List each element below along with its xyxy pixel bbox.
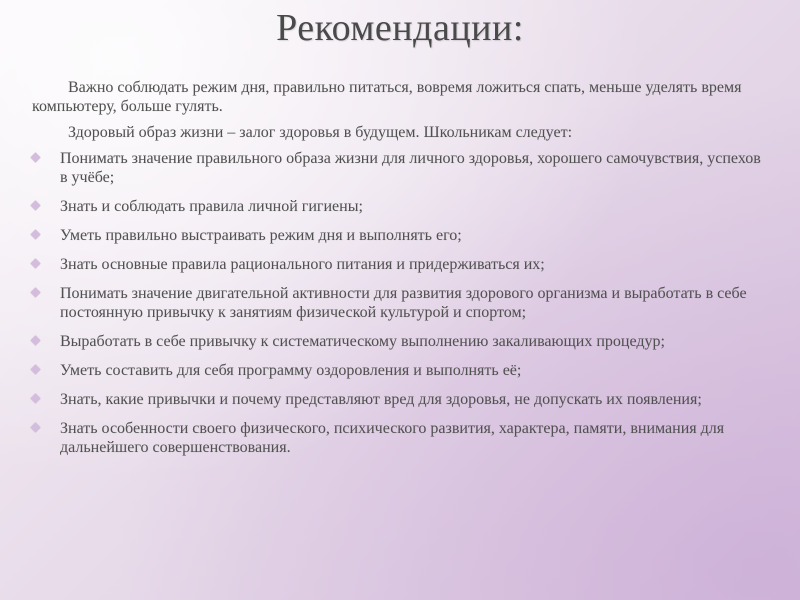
diamond-bullet-icon xyxy=(31,394,41,404)
list-item-text: Уметь правильно выстраивать режим дня и выполнять его; xyxy=(60,227,462,244)
diamond-bullet-icon xyxy=(31,230,41,240)
list-item xyxy=(32,255,767,274)
list-item xyxy=(32,226,767,245)
diamond-bullet-icon xyxy=(31,288,41,298)
list-item-text: Уметь составить для себя программу оздоровления и выполнять её; xyxy=(60,362,522,379)
lead-paragraph: Здоровый образ жизни – залог здоровья в будущем. Школьникам следует: xyxy=(68,124,573,141)
diamond-bullet-icon xyxy=(31,336,41,346)
intro-paragraph: Важно соблюдать режим дня, правильно питаться, вовремя ложиться спать, меньше уделять время компьютеру, больше гулять. xyxy=(32,79,742,115)
list-item-text: Знать особенности своего физического, психического развития, характера, памяти, внимания для дальнейшего совершенствования. xyxy=(60,420,725,456)
slide-content xyxy=(32,78,767,467)
diamond-bullet-icon xyxy=(31,423,41,433)
list-item xyxy=(32,419,767,457)
list-item xyxy=(32,361,767,380)
list-item xyxy=(32,284,767,322)
list-item-text: Знать и соблюдать правила личной гигиены; xyxy=(60,198,363,215)
list-item-text: Знать, какие привычки и почему представляют вред для здоровья, не допускать их появления; xyxy=(60,391,702,408)
diamond-bullet-icon xyxy=(31,259,41,269)
diamond-bullet-icon xyxy=(31,365,41,375)
list-item-text: Выработать в себе привычку к систематическому выполнению закаливающих процедур; xyxy=(60,333,665,350)
diamond-bullet-icon xyxy=(31,153,41,163)
slide-title: Рекомендации: xyxy=(276,7,524,49)
recommendations-list xyxy=(32,149,767,457)
list-item xyxy=(32,390,767,409)
diamond-bullet-icon xyxy=(31,201,41,211)
list-item xyxy=(32,149,767,187)
list-item-text: Понимать значение правильного образа жизни для личного здоровья, хорошего самочувствия, успехов в учёбе; xyxy=(60,150,761,186)
list-item xyxy=(32,197,767,216)
list-item-text: Знать основные правила рационального питания и придерживаться их; xyxy=(60,256,545,273)
list-item xyxy=(32,332,767,351)
list-item-text: Понимать значение двигательной активности для развития здорового организма и выработать в себе постоянную привычку к занятиям физической культурой и спортом; xyxy=(60,285,747,321)
